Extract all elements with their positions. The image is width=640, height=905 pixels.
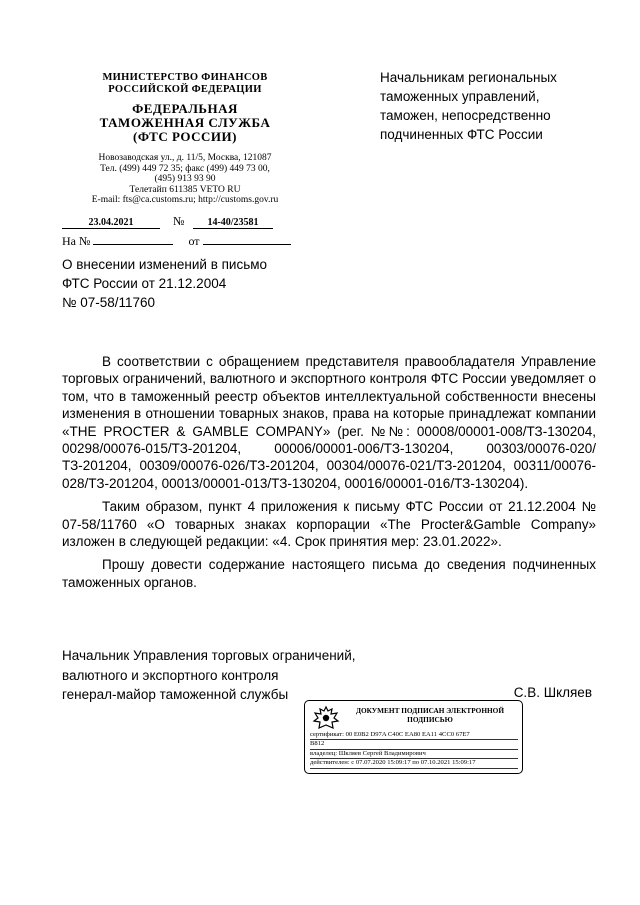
address-line2: Тел. (499) 449 72 35; факс (499) 449 73 00,: [100, 163, 270, 174]
stamp-validity: действителен: с 07.07.2020 15:09:17 по 07.10.2021 15:09:17: [310, 759, 518, 768]
from-label: от: [188, 234, 200, 248]
subject-line1: О внесении изменений в письмо: [62, 257, 268, 272]
letterhead: [60, 72, 310, 206]
signature-line2: валютного и экспортного контроля: [62, 667, 279, 683]
signatory-position: [62, 646, 356, 705]
ref-label: На №: [62, 234, 91, 248]
recipient-line1: Начальникам региональных: [380, 70, 557, 85]
signatory-name: С.В. Шкляев: [513, 685, 592, 700]
stamp-title-line2: ПОДПИСЬЮ: [407, 715, 453, 724]
body-paragraph-2: Таким образом, пункт 4 приложения к письму ФТС России от 21.12.2004 № 07-58/11760 «О товарных знаках корпорации «The Procter&Gamble Company» изложен в следующей редакции: «4. Срок принятия мер: 23.01.2022».: [62, 499, 596, 550]
body-paragraph-3: Прошу довести содержание настоящего письма до сведения подчиненных таможенных органов.: [62, 557, 596, 590]
service-line3: (ФТС РОССИИ): [133, 129, 237, 144]
stamp-certificate-cont: B812: [310, 740, 518, 749]
stamp-owner: владелец: Шкляев Сергей Владимирович: [310, 750, 518, 759]
recipient-line3: таможен, непосредственно: [380, 108, 551, 123]
stamp-details: [310, 731, 518, 769]
e-signature-stamp: [304, 700, 523, 774]
coat-of-arms-icon: [311, 705, 341, 731]
ministry-line2: РОССИЙСКОЙ ФЕДЕРАЦИИ: [108, 84, 262, 95]
registration-line: [62, 214, 273, 229]
teletype: Телетайп 611385 VETO RU: [129, 184, 241, 195]
service-line2: ТАМОЖЕННАЯ СЛУЖБА: [99, 115, 271, 130]
ministry-line1: МИНИСТЕРСТВО ФИНАНСОВ: [102, 72, 268, 83]
ref-date-blank: [203, 244, 291, 245]
number-sign: №: [173, 214, 185, 228]
subject-line3: № 07-58/11760: [62, 295, 156, 310]
registration-number: 14-40/23581: [193, 217, 273, 229]
subject-block: [62, 255, 302, 312]
email-line: E-mail: fts@ca.customs.ru; http://customs.gov.ru: [91, 195, 279, 205]
signature-line3: генерал-майор таможенной службы: [62, 687, 289, 702]
stamp-certificate: сертификат: 00 E0B2 D97A C40C EA80 EA11 4CC0 67E7: [310, 731, 518, 740]
recipient-block: [380, 68, 580, 144]
registration-date: 23.04.2021: [62, 217, 160, 229]
address-line1: Новозаводская ул., д. 11/5, Москва, 121087: [98, 153, 272, 163]
stamp-title: [343, 706, 517, 724]
stamp-title-line1: ДОКУМЕНТ ПОДПИСАН ЭЛЕКТРОННОЙ: [355, 706, 505, 715]
subject-line2: ФТС России от 21.12.2004: [62, 276, 227, 291]
letter-body: [62, 353, 596, 597]
recipient-line2: таможенных управлений,: [380, 89, 540, 104]
signature-line1: Начальник Управления торговых ограничений,: [62, 648, 356, 663]
service-line1: ФЕДЕРАЛЬНАЯ: [132, 101, 238, 116]
recipient-line4: подчиненных ФТС России: [380, 127, 543, 142]
body-paragraph-1: В соответствии с обращением представителя правообладателя Управление торговых ограничений, валютного и экспортного контроля ФТС России уведомляет о том, что в таможенный реестр объектов интеллектуальной собственности внесены изменения в отношении товарных знаков, права на которые принадлежат компании «THE PROCTER & GAMBLE COMPANY» (рег. №№: 00008/00001-008/ТЗ-130204, 00298/00076-015/ТЗ-201204, 00006/00001-006/ТЗ-130204, 00303/00076-020/ТЗ-201204, 00309/00076-026/ТЗ-201204, 00304/00076-021/ТЗ-201204, 00311/00076-028/ТЗ-201204, 00013/00001-013/ТЗ-130204, 00016/00001-016/ТЗ-130204).: [62, 354, 596, 491]
ref-number-blank: [93, 244, 173, 245]
address-line3: (495) 913 93 90: [154, 174, 216, 184]
reference-line: [62, 234, 291, 249]
